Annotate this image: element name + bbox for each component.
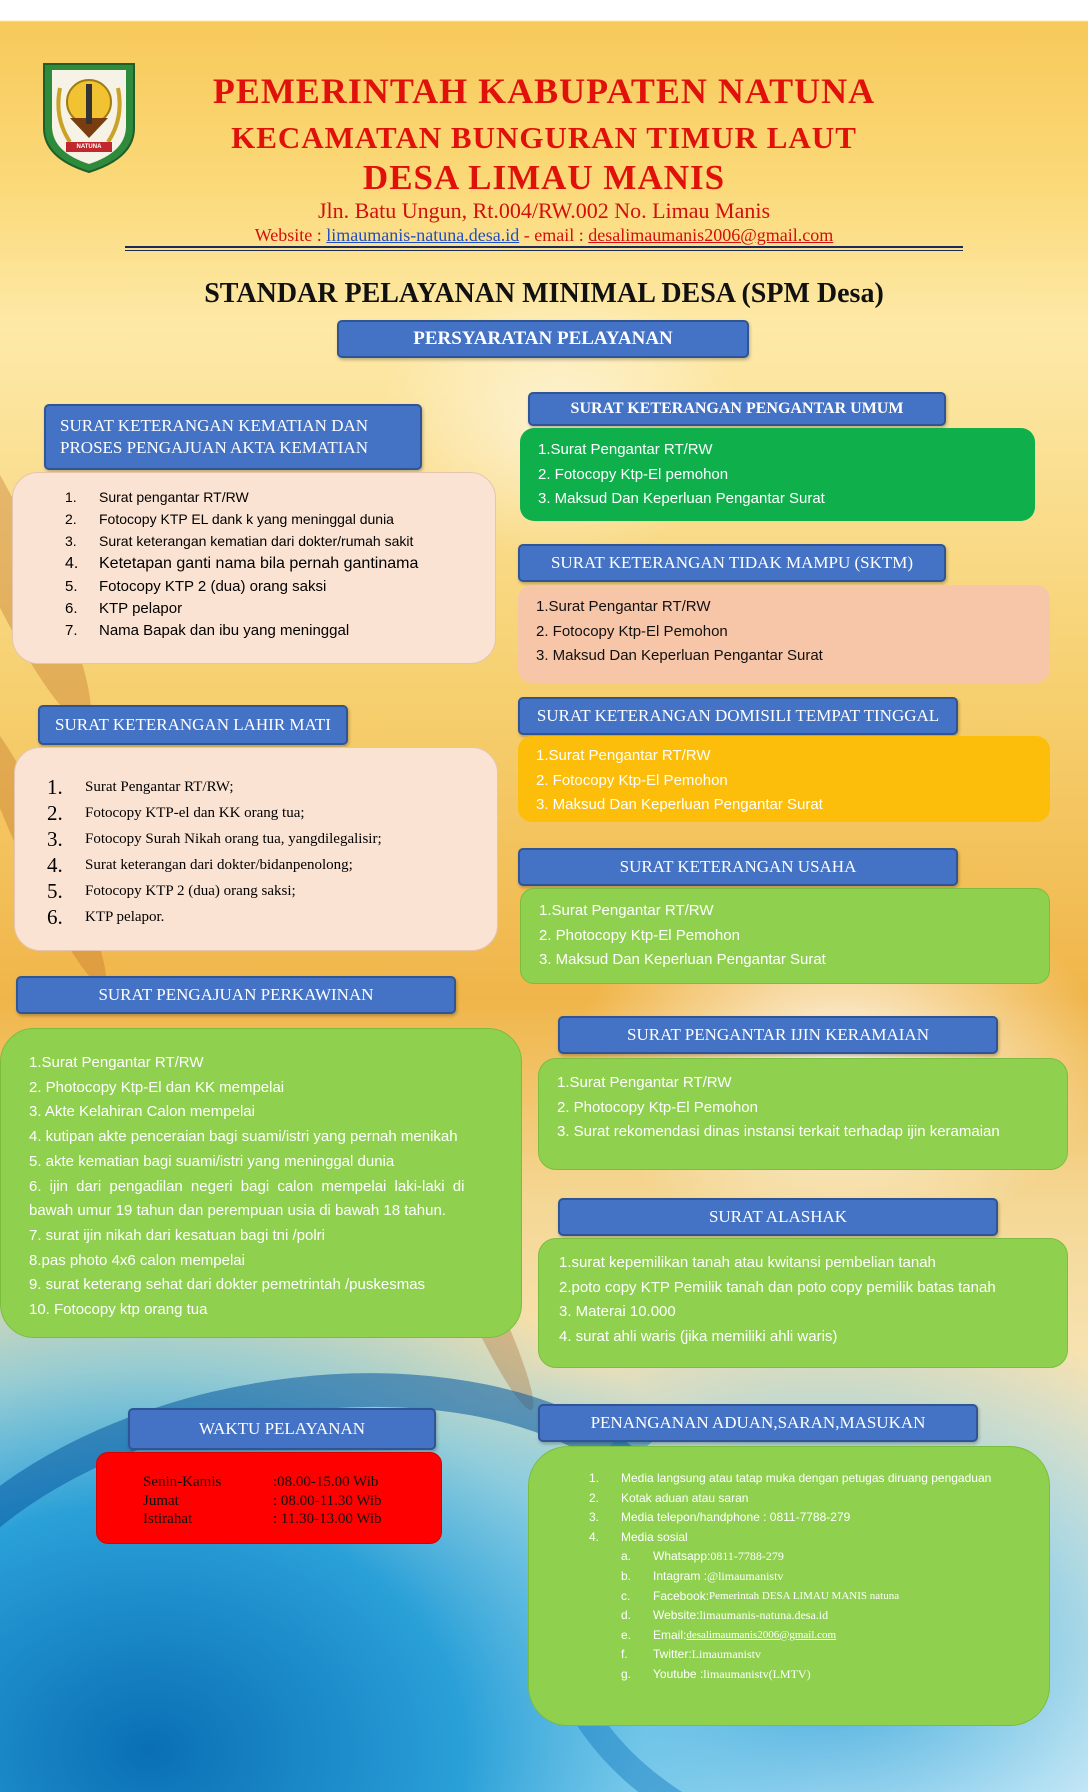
header-line-3: DESA LIMAU MANIS [362,158,726,197]
logo-text: NATUNA [76,144,102,150]
aduan-panel [528,1446,1050,1726]
list-item: 4. Media sosial [589,1529,688,1544]
list-item: 1.Surat Pengantar RT/RW [557,1074,732,1091]
top-margin [0,0,1088,20]
kematian-header [44,404,422,470]
list-item: 9. surat keterang sehat dari dokter pemetrintah /puskesmas [29,1276,426,1294]
list-item: 2. Fotocopy Ktp-El Pemohon [536,622,728,640]
list-item: 1. Media langsung atau tatap muka dengan petugas diruang pengaduan [589,1471,992,1485]
list-item: f. Twitter: Limaumanistv [621,1647,761,1662]
header-line-2: KECAMATAN BUNGURAN TIMUR LAUT [231,120,857,155]
lahirmati-header: SURAT KETERANGAN LAHIR MATI [38,705,348,745]
list-item: 3. Surat rekomendasi dinas instansi terkait terhadap ijin keramaian [557,1123,1000,1141]
waktu-header: WAKTU PELAYANAN [128,1408,436,1450]
list-item: e. Email: desalimaumanis2006@gmail.com [621,1626,991,1646]
list-item: a. Whatsapp: 0811-7788-279 [621,1549,784,1564]
list-item: 10. Fotocopy ktp orang tua [29,1301,208,1319]
list-item: 2. Fotocopy KTP-el dan KK orang tua; [47,800,305,825]
list-item: 3. Maksud Dan Keperluan Pengantar Surat [536,647,823,665]
keramaian-header: SURAT PENGANTAR IJIN KERAMAIAN [558,1016,998,1054]
list-item: 4. kutipan akte penceraian bagi suami/istri yang pernah menikah [29,1128,458,1146]
header-rule-bottom [125,250,963,251]
list-item: 4. surat ahli waris (jika memiliki ahli waris) [559,1328,838,1346]
domisili-panel [518,736,1050,822]
list-item: 3. Akte Kelahiran Calon mempelai [29,1103,255,1121]
list-item: 1.surat kepemilikan tanah atau kwitansi pembelian tanah [559,1254,936,1271]
domisili-header: SURAT KETERANGAN DOMISILI TEMPAT TINGGAL [518,697,958,735]
list-item: 3. Fotocopy Surah Nikah orang tua, yangdilegalisir; [47,826,382,851]
list-item: 7. Nama Bapak dan ibu yang meninggal [65,622,350,639]
list-item: 4. Ketetapan ganti nama bila pernah gantinama [65,555,419,572]
waktu-row: Senin-Kamis :08.00-15.00 Wib [143,1474,379,1490]
list-item: bawah umur 19 tahun dan perempuan usia di bawah 18 tahun. [29,1202,446,1220]
waktu-row: Istirahat : 11.30-13.00 Wib [143,1511,382,1527]
list-item: g. Youtube : limaumanistv(LMTV) [621,1666,811,1681]
list-item: 3. Maksud Dan Keperluan Pengantar Surat [538,490,825,508]
list-item: 1. Surat pengantar RT/RW [65,489,249,505]
list-item: 1.Surat Pengantar RT/RW [536,598,711,615]
list-item: 4. Surat keterangan dari dokter/bidanpenolong; [47,852,353,877]
domisili-list [536,744,823,818]
list-item: 8.pas photo 4x6 calon mempelai [29,1251,245,1269]
list-item: 1.Surat Pengantar RT/RW [536,747,711,764]
website-link[interactable]: limaumanis-natuna.desa.id [326,225,520,245]
sktm-header: SURAT KETERANGAN TIDAK MAMPU (SKTM) [518,544,946,582]
list-item: 2. Fotocopy Ktp-El Pemohon [536,771,728,789]
list-item: 2. Photocopy Ktp-El Pemohon [557,1098,758,1116]
umum-header: SURAT KETERANGAN PENGANTAR UMUM [528,392,946,426]
email-label: - email : [519,225,589,245]
list-item: c. Facebook: Pemerintah DESA LIMAU MANIS natuna [621,1588,900,1603]
aduan-list [589,1469,991,1685]
list-item: 2. Fotocopy KTP EL dank k yang meninggal dunia [65,511,394,527]
perkawinan-list [29,1051,464,1323]
kematian-panel [12,472,496,664]
list-item: 3. Surat keterangan kematian dari dokter/rumah sakit [65,533,414,549]
keramaian-panel [538,1058,1068,1170]
list-item: d. Website: limaumanis-natuna.desa.id [621,1608,829,1623]
list-item: 3. Maksud Dan Keperluan Pengantar Surat [536,796,823,814]
list-item: 5. akte kematian bagi suami/istri yang meninggal dunia [29,1152,395,1170]
list-item: 6. KTP pelapor [65,600,183,617]
list-item: 2. Photocopy Ktp-El dan KK mempelai [29,1078,285,1096]
list-item: 5. Fotocopy KTP 2 (dua) orang saksi; [47,878,296,903]
header-address: Jln. Batu Ungun, Rt.004/RW.002 No. Limau Manis [317,198,771,223]
list-item: 1. Surat Pengantar RT/RW; [47,774,234,799]
sktm-list [536,595,823,669]
lahirmati-list [47,774,382,930]
kematian-title-line-1: SURAT KETERANGAN KEMATIAN DAN [60,416,369,435]
list-item: b. Intagram : @limaumanistv [621,1568,784,1583]
umum-panel [520,428,1035,521]
list-item: 3. Materai 10.000 [559,1303,676,1321]
kematian-title-line-2: PROSES PENGAJUAN AKTA KEMATIAN [60,438,368,457]
header-contact [0,225,1088,246]
aduan-sublist [589,1547,991,1684]
waktu-row: Jumat : 08.00-11.30 Wib [143,1492,382,1509]
usaha-list [539,899,826,973]
subtitle-banner: PERSYARATAN PELAYANAN [337,320,749,358]
lahirmati-panel [14,747,498,951]
umum-list [538,438,825,512]
aduan-email-link[interactable]: desalimaumanis2006@gmail.com [686,1628,837,1641]
list-item: 2.poto copy KTP Pemilik tanah dan poto copy pemilik batas tanah [559,1278,996,1296]
alashak-panel [538,1238,1068,1368]
list-item: 7. surat ijin nikah dari kesatuan bagi tni /polri [29,1226,326,1244]
page-title: STANDAR PELAYANAN MINIMAL DESA (SPM Desa) [204,278,884,309]
list-item: 3. Media telepon/handphone : 0811-7788-279 [589,1510,851,1525]
usaha-panel [520,888,1050,984]
alashak-list [559,1251,996,1350]
aduan-header: PENANGANAN ADUAN,SARAN,MASUKAN [538,1404,978,1442]
header-rule-top [125,246,963,248]
list-item: 1.Surat Pengantar RT/RW [539,902,714,919]
list-item: 6. ijin dari pengadilan negeri bagi calon mempelai laki-laki di [29,1177,465,1195]
usaha-header: SURAT KETERANGAN USAHA [518,848,958,886]
list-item: 2. Fotocopy Ktp-El pemohon [538,465,729,483]
alashak-header: SURAT ALASHAK [558,1198,998,1236]
header-line-1: PEMERINTAH KABUPATEN NATUNA [212,71,876,111]
list-item: 1.Surat Pengantar RT/RW [29,1054,204,1071]
perkawinan-header: SURAT PENGAJUAN PERKAWINAN [16,976,456,1014]
list-item: 2. Kotak aduan atau saran [589,1490,749,1505]
list-item: 2. Photocopy Ktp-El Pemohon [539,926,740,944]
email-link[interactable]: desalimaumanis2006@gmail.com [588,225,834,245]
website-label: Website : [254,225,327,245]
list-item: 1.Surat Pengantar RT/RW [538,441,713,458]
waktu-list [143,1473,382,1529]
list-item: 5. Fotocopy KTP 2 (dua) orang saksi [65,578,327,595]
perkawinan-panel [0,1028,522,1338]
kematian-list [65,489,418,644]
list-item: 6. KTP pelapor. [47,904,165,929]
sktm-panel [518,585,1050,683]
keramaian-list [557,1071,1000,1145]
list-item: 3. Maksud Dan Keperluan Pengantar Surat [539,951,826,969]
waktu-panel [96,1452,442,1544]
